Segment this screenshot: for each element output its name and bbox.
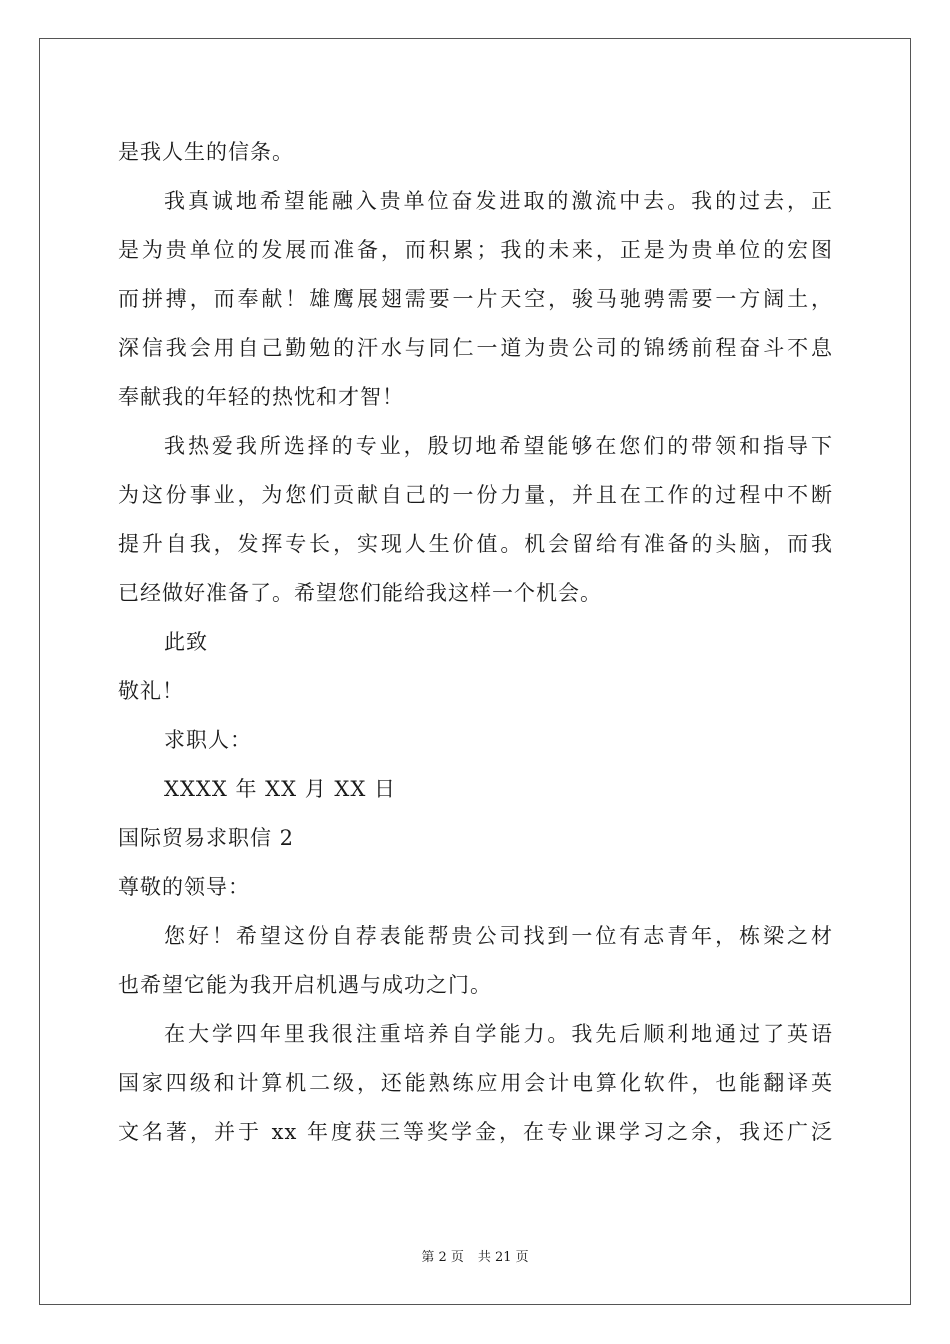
text-line: 已经做好准备了。希望您们能给我这样一个机会。 [118,581,602,605]
text-line: 也希望它能为我开启机遇与成功之门。 [118,973,492,997]
page-number: 第 2 页 [421,1250,464,1265]
page-footer [0,1246,950,1265]
paragraph-first-line: 我热爱我所选择的专业，殷切地希望能够在您们的带领和指导下 [164,434,833,458]
section-title: 国际贸易求职信 2 [118,826,295,850]
page-total: 共 21 页 [477,1250,529,1265]
date-line: XXXX 年 XX 月 XX 日 [164,777,396,801]
text-line: 是为贵单位的发展而准备，而积累；我的未来，正是为贵单位的宏图 [118,238,833,262]
signature-label: 求职人： [164,728,252,752]
text-line: 奉献我的年轻的热忱和才智！ [118,385,404,409]
text-line: 国家四级和计算机二级，还能熟练应用会计电算化软件，也能翻译英 [118,1071,833,1095]
document-body [118,128,833,1157]
paragraph-first-line: 我真诚地希望能融入贵单位奋发进取的激流中去。我的过去，正 [164,189,833,213]
greeting: 尊敬的领导： [118,875,250,899]
paragraph-first-line: 在大学四年里我很注重培养自学能力。我先后顺利地通过了英语 [164,1022,833,1046]
text-line: 是我人生的信条。 [118,140,294,164]
text-line: 为这份事业，为您们贡献自己的一份力量，并且在工作的过程中不断 [118,483,833,507]
closing-salutation: 此致 [164,630,208,654]
paragraph-first-line: 您好！希望这份自荐表能帮贵公司找到一位有志青年，栋梁之材 [164,924,833,948]
closing-regards: 敬礼！ [118,679,184,703]
text-line: 提升自我，发挥专长，实现人生价值。机会留给有准备的头脑，而我 [118,532,833,556]
text-line: 文名著，并于 xx 年度获三等奖学金，在专业课学习之余，我还广泛 [118,1120,833,1144]
text-line: 而拼搏，而奉献！雄鹰展翅需要一片天空，骏马驰骋需要一方阔土， [118,287,833,311]
text-line: 深信我会用自己勤勉的汗水与同仁一道为贵公司的锦绣前程奋斗不息 [118,336,833,360]
